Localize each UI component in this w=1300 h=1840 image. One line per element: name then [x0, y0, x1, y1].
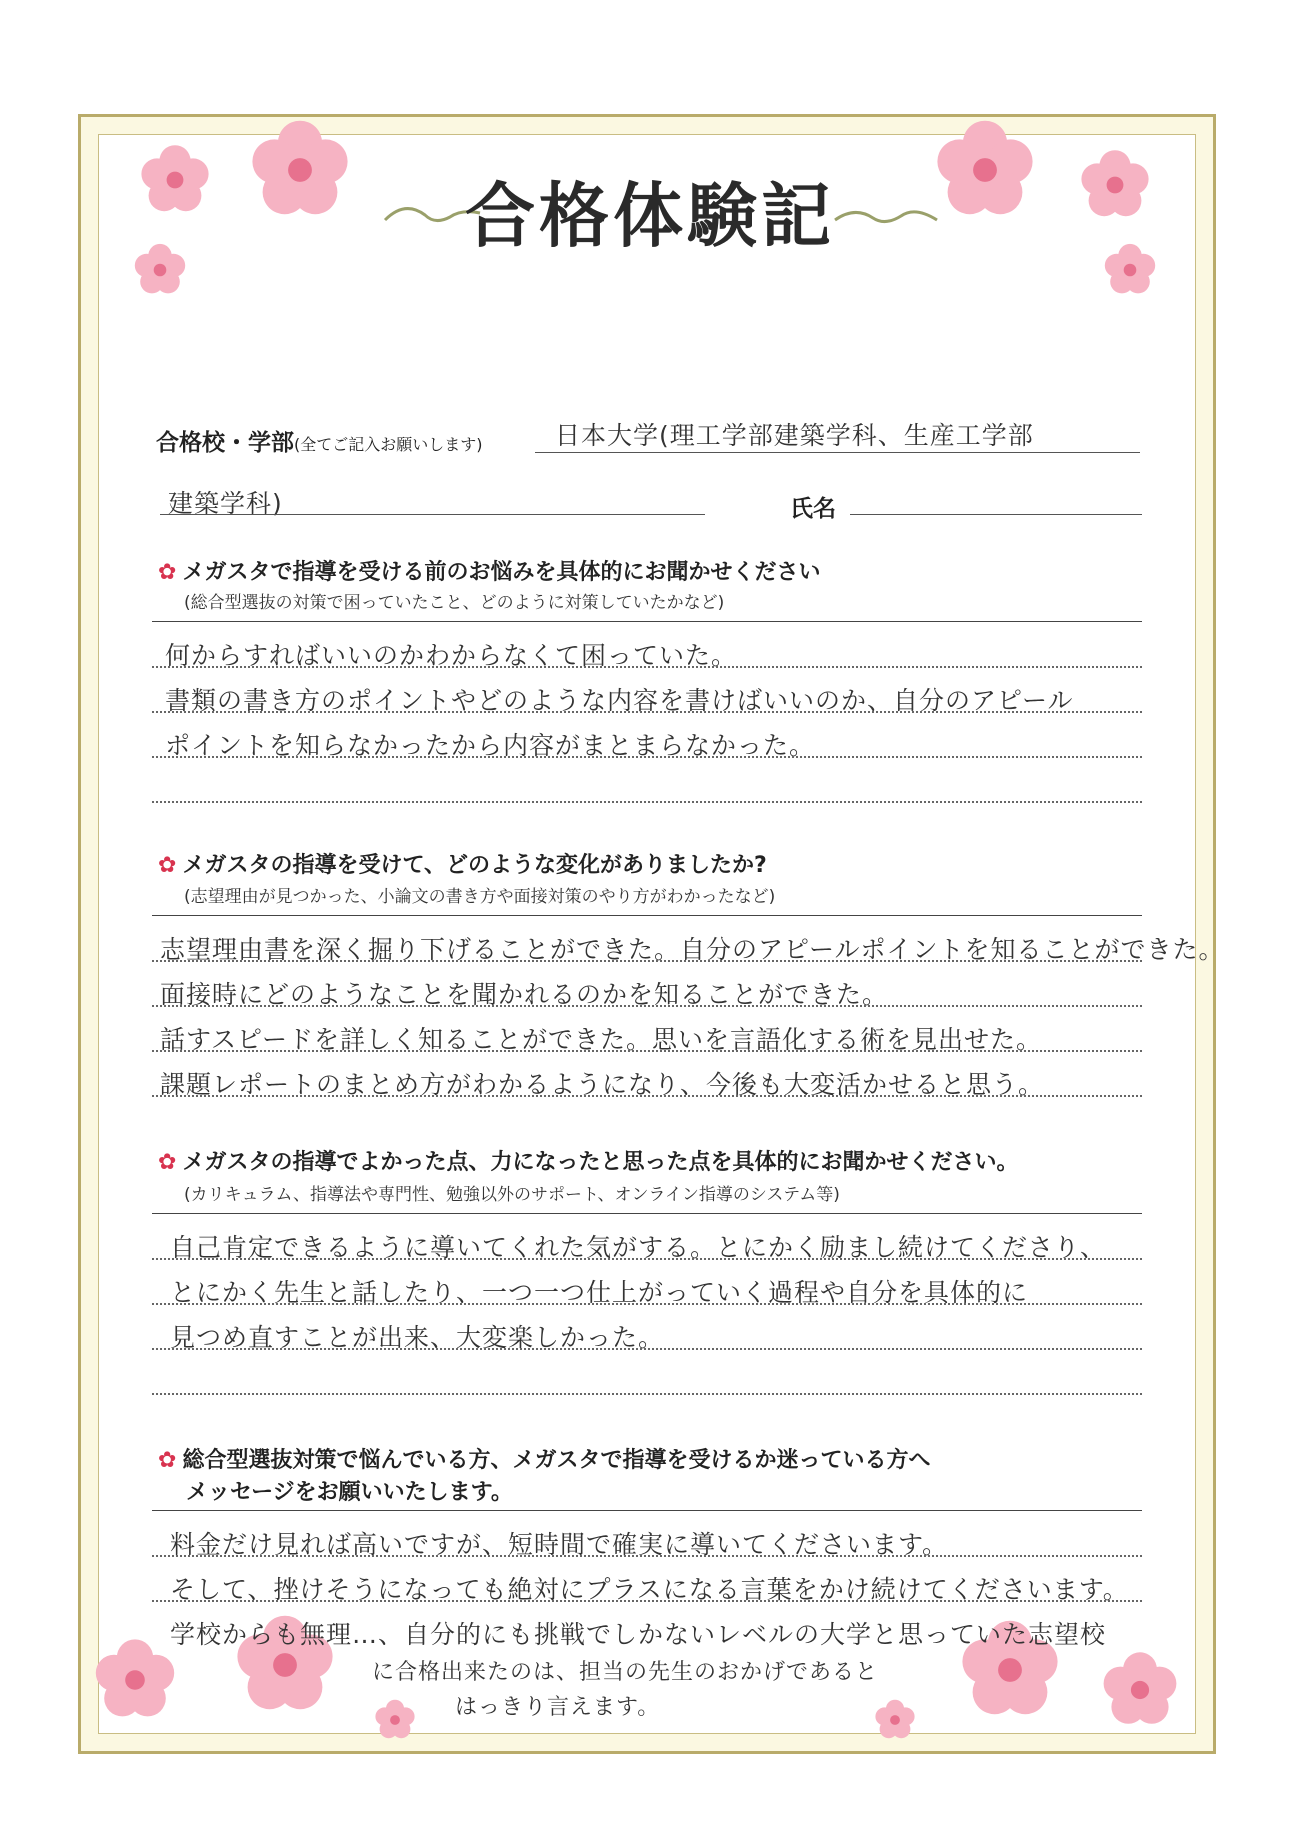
dotted-line	[152, 1555, 1142, 1557]
dotted-line	[152, 1095, 1142, 1097]
section-1-subtitle: (総合型選抜の対策で困っていたこと、どのように対策していたかなど)	[184, 593, 725, 613]
cherry-blossom-icon	[875, 1700, 914, 1739]
school-value-line1: 日本大学(理工学部建築学科、生産工学部	[555, 421, 1034, 450]
dotted-line	[152, 1258, 1142, 1260]
cherry-blossom-icon	[375, 1700, 414, 1739]
section-3-line-1: 自己肯定できるように導いてくれた気がする。とにかく励まし続けてくださり、	[170, 1233, 1107, 1262]
section-1-line-3: ポイントを知らなかったから内容がまとまらなかった。	[165, 731, 816, 760]
cherry-blossom-icon: ✿	[158, 1448, 177, 1473]
section-2-title-text: メガスタの指導を受けて、どのような変化がありましたか?	[182, 853, 767, 878]
school-underline-2	[160, 514, 705, 515]
section-4-title-line2: メッセージをお願いいたします。	[186, 1480, 513, 1505]
school-label-text: 合格校・学部	[156, 430, 294, 456]
dotted-line	[152, 711, 1142, 713]
dotted-line	[152, 1393, 1142, 1395]
page-title: 合格体験記	[465, 174, 835, 257]
section-4-title-text: 総合型選抜対策で悩んでいる方、メガスタで指導を受けるか迷っている方へ	[182, 1448, 931, 1473]
section-1-rule	[152, 621, 1142, 622]
school-note: (全てご記入お願いします)	[294, 435, 483, 454]
dotted-line	[152, 960, 1142, 962]
section-2-line-1: 志望理由書を深く掘り下げることができた。自分のアピールポイントを知ることができた。	[160, 935, 1225, 964]
section-3-rule	[152, 1213, 1142, 1214]
section-4-title	[158, 1443, 930, 1474]
section-4-line-1: 料金だけ見れば高いですが、短時間で確実に導いてくださいます。	[170, 1530, 949, 1559]
dotted-line	[152, 756, 1142, 758]
section-3-line-3: 見つめ直すことが出来、大変楽しかった。	[170, 1323, 665, 1352]
dotted-line	[152, 1348, 1142, 1350]
dotted-line	[152, 801, 1142, 803]
section-4-line-3: 学校からも無理…、自分的にも挑戦でしかないレベルの大学と思っていた志望校	[170, 1620, 1107, 1649]
cherry-blossom-icon	[1104, 1652, 1177, 1724]
section-2-rule	[152, 915, 1142, 916]
section-3-subtitle: (カリキュラム、指導法や専門性、勉強以外のサポート、オンライン指導のシステム等)	[184, 1185, 840, 1205]
section-1-title-text: メガスタで指導を受ける前のお悩みを具体的にお聞かせください	[182, 560, 821, 585]
section-2-line-2: 面接時にどのようなことを聞かれるのかを知ることができた。	[160, 980, 889, 1009]
dotted-line	[152, 1303, 1142, 1305]
section-2-subtitle: (志望理由が見つかった、小論文の書き方や面接対策のやり方がわかったなど)	[184, 887, 776, 907]
section-4-rule	[152, 1510, 1142, 1511]
school-value-line2: 建築学科)	[168, 489, 283, 518]
cherry-blossom-icon: ✿	[158, 853, 177, 878]
section-3-line-2: とにかく先生と話したり、一つ一つ仕上がっていく過程や自分を具体的に	[170, 1278, 1029, 1307]
cherry-blossom-icon: ✿	[158, 1150, 177, 1175]
dotted-line	[152, 1600, 1142, 1602]
cherry-blossom-icon	[96, 1639, 174, 1716]
section-4-line-4: に合格出来たのは、担当の先生のおかげであると	[372, 1660, 879, 1685]
cherry-blossom-icon: ✿	[158, 560, 177, 585]
name-label: 氏名	[790, 496, 836, 522]
dotted-line	[152, 1050, 1142, 1052]
school-underline-1	[535, 452, 1140, 453]
section-4-line-5: はっきり言えます。	[455, 1695, 661, 1720]
section-2-line-3: 話すスピードを詳しく知ることができた。思いを言語化する術を見出せた。	[160, 1025, 1043, 1054]
section-1-line-1: 何からすればいいのかわからなくて困っていた。	[165, 641, 738, 670]
section-2-line-4: 課題レポートのまとめ方がわかるようになり、今後も大変活かせると思う。	[160, 1070, 1045, 1099]
section-4-line-2: そして、挫けそうになっても絶対にプラスになる言葉をかけ続けてくださいます。	[170, 1575, 1129, 1604]
section-1-title	[158, 555, 820, 586]
dotted-line	[152, 1005, 1142, 1007]
section-2-title	[158, 848, 767, 879]
name-underline	[850, 514, 1142, 515]
dotted-line	[152, 666, 1142, 668]
section-3-title	[158, 1145, 1018, 1176]
school-label	[156, 424, 483, 457]
section-1-line-2: 書類の書き方のポイントやどのような内容を書けばいいのか、自分のアピール	[165, 686, 1074, 715]
section-3-title-text: メガスタの指導でよかった点、力になったと思った点を具体的にお聞かせください。	[182, 1150, 1019, 1175]
